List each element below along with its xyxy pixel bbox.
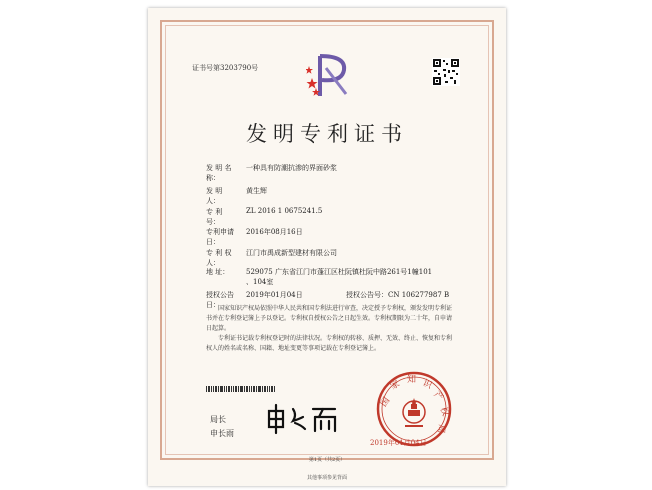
field-patentee <box>206 248 337 268</box>
certificate-statement: 国家知识产权局依照中华人民共和国专利法进行审查，决定授予专利权，颁发发明专利证书并在专利登记簿上予以登记。专利权自授权公告之日起生效。专利权期限为二十年，自申请日起算。 <box>206 305 453 332</box>
svg-text:识: 识 <box>421 378 434 392</box>
svg-text:知: 知 <box>407 375 417 385</box>
barcode-icon <box>206 386 276 392</box>
field-value: 一种具有防潮抗渗的界面砂浆 <box>246 164 337 172</box>
certificate-legal-note: 专利证书记载专利权登记时的法律状况。专利权的转移、质押、无效、终止、恢复和专利权人的姓名或名称、国籍、地址变更等事项记载在专利登记簿上。 <box>206 335 453 352</box>
field-patent-number <box>206 207 323 227</box>
certificate-number: 证书号第3203790号 <box>192 64 259 72</box>
field-label: 专利申请日： <box>206 228 234 246</box>
seal-date: 2019年01月04日 <box>370 439 427 447</box>
field-label: 地 址： <box>206 268 230 276</box>
signature-title: 局长 <box>210 415 226 424</box>
svg-text:家: 家 <box>388 378 402 393</box>
signature-name: 申长雨 <box>210 429 234 438</box>
handwritten-signature <box>263 403 343 435</box>
field-value: ZL 2016 1 0675241.5 <box>246 207 323 215</box>
field-label: 授权公告日： <box>206 291 234 309</box>
svg-text:国: 国 <box>378 395 393 409</box>
field-value: 2019年01月04日 <box>246 291 303 299</box>
field-label: 发 明 人： <box>206 187 223 205</box>
patent-office-logo-icon <box>306 48 352 100</box>
field-application-date <box>206 227 303 247</box>
field-value: 江门市禹成新型建材有限公司 <box>246 249 337 257</box>
certificate-sheet <box>148 8 506 486</box>
field-value: 529075 广东省江门市蓬江区杜阮镇杜阮中路261号1幢101 <box>246 268 433 276</box>
field-label: 发 明 名 称： <box>206 164 232 182</box>
svg-text:权: 权 <box>437 405 450 418</box>
field-value: 黄生辉 <box>246 187 267 195</box>
page-number: 第1页（共2页） <box>308 457 346 463</box>
field-value-continued: 、104室 <box>246 278 274 286</box>
field-label: 专 利 权 人： <box>206 249 232 267</box>
certificate-title: 发明专利证书 <box>246 122 408 146</box>
national-seal-icon <box>375 370 453 448</box>
field-invention-name <box>206 163 337 183</box>
qr-code-icon <box>432 58 460 86</box>
field-address <box>206 267 433 286</box>
svg-text:局: 局 <box>434 423 447 435</box>
field-value: 2016年08月16日 <box>246 228 303 236</box>
grant-publication-number: 授权公告号：CN 106277987 B <box>346 291 450 299</box>
field-inventor <box>206 186 267 206</box>
footer-note: 其他事项参见背面 <box>306 475 347 481</box>
svg-text:产: 产 <box>431 389 445 404</box>
field-label: 专 利 号： <box>206 208 223 226</box>
